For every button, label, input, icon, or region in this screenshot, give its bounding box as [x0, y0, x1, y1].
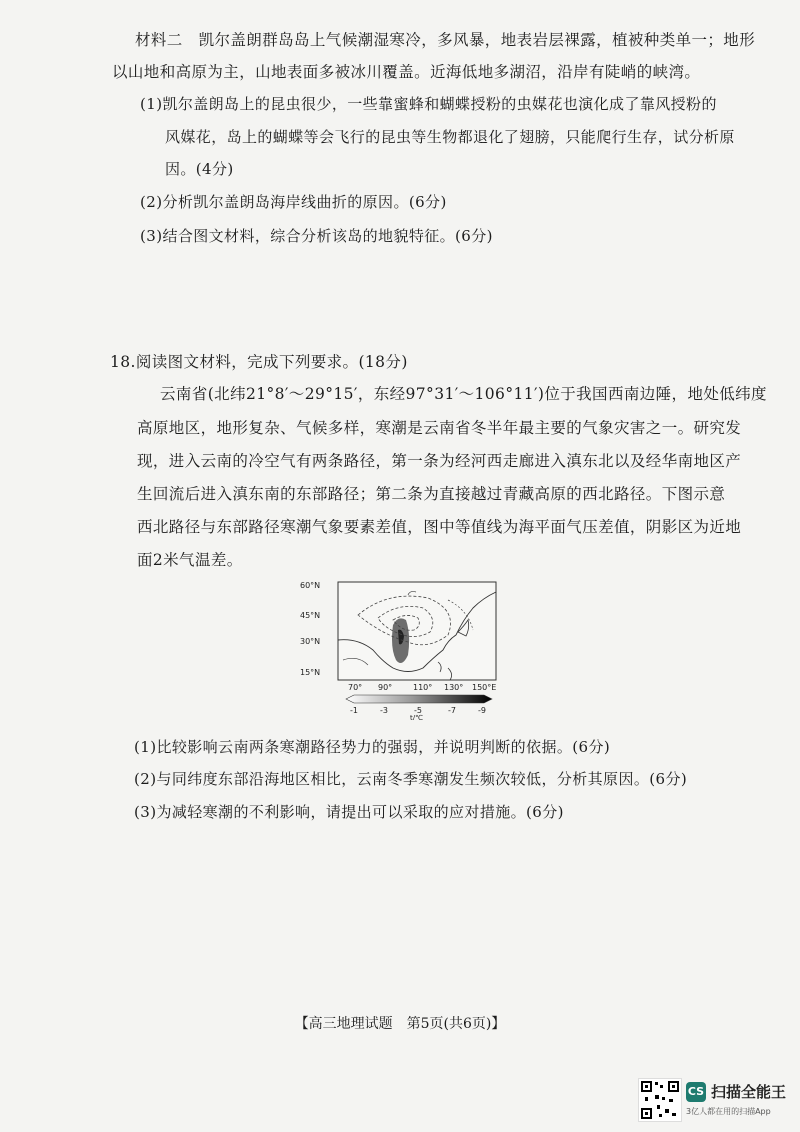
q18-passage-line-4: 生回流后进入滇东南的东部路径；第二条为直接越过青藏高原的西北路径。下图示意 — [137, 485, 726, 503]
lon-label-130: 130° — [444, 683, 464, 692]
camscanner-name: 扫描全能王 — [711, 1083, 787, 1101]
q18-heading: 18.阅读图文材料，完成下列要求。(18分) — [110, 353, 408, 371]
q18-2: (2)与同纬度东部沿海地区相比，云南冬季寒潮发生频次较低，分析其原因。(6分) — [134, 770, 688, 788]
scale-label-5: -5 — [414, 706, 422, 715]
lon-label-150: 150°E — [472, 683, 497, 692]
q17-3: (3)结合图文材料，综合分析该岛的地貌特征。(6分) — [140, 227, 493, 245]
scale-unit: t/℃ — [410, 714, 423, 720]
scale-label-9: -9 — [478, 706, 486, 715]
map-frame — [338, 582, 496, 680]
q17-1-line-1: (1)凯尔盖朗岛上的昆虫很少，一些靠蜜蜂和蝴蝶授粉的虫媒花也演化成了靠风授粉的 — [140, 95, 717, 113]
scale-label-1: -1 — [350, 706, 358, 715]
camscanner-logo: CS — [686, 1082, 706, 1102]
q18-passage-line-2: 高原地区，地形复杂、气候多样，寒潮是云南省冬半年最主要的气象灾害之一。研究发 — [137, 419, 742, 437]
lon-label-70: 70° — [348, 683, 363, 692]
material-2-line-2: 以山地和高原为主，山地表面多被冰川覆盖。近海低地多湖沼，沿岸有陡峭的峡湾。 — [112, 63, 701, 81]
material-2-line-1: 材料二 凯尔盖朗群岛岛上气候潮湿寒冷，多风暴，地表岩层裸露，植被种类单一；地形 — [135, 31, 756, 49]
lat-label-60: 60°N — [300, 581, 321, 590]
lat-label-15: 15°N — [300, 668, 321, 677]
lon-label-90: 90° — [378, 683, 393, 692]
page-footer: 【高三地理试题 第5页(共6页)】 — [294, 1016, 506, 1032]
temperature-scale-bar — [346, 695, 492, 703]
q18-passage-line-1: 云南省(北纬21°8′～29°15′，东经97°31′～106°11′)位于我国西南边陲，地处低纬度 — [160, 385, 767, 403]
lat-label-45: 45°N — [300, 611, 321, 620]
lat-label-30: 30°N — [300, 637, 321, 646]
q18-passage-line-5: 西北路径与东部路径寒潮气象要素差值，图中等值线为海平面气压差值，阴影区为近地 — [137, 518, 742, 536]
scale-label-3: -3 — [380, 706, 388, 715]
camscanner-tagline: 3亿人都在用的扫描App — [686, 1107, 771, 1116]
cold-wave-difference-map — [298, 580, 498, 720]
q17-2: (2)分析凯尔盖朗岛海岸线曲折的原因。(6分) — [140, 193, 447, 211]
q18-passage-line-6: 面2米气温差。 — [137, 551, 243, 569]
q17-1-line-3: 因。(4分) — [165, 160, 234, 178]
q18-1: (1)比较影响云南两条寒潮路径势力的强弱，并说明判断的依据。(6分) — [134, 738, 611, 756]
q17-1-line-2: 风媒花，岛上的蝴蝶等会飞行的昆虫等生物都退化了翅膀，只能爬行生存，试分析原 — [165, 128, 735, 146]
scale-label-7: -7 — [448, 706, 456, 715]
q18-passage-line-3: 现，进入云南的冷空气有两条路径，第一条为经河西走廊进入滇东北以及经华南地区产 — [137, 452, 742, 470]
qr-code — [638, 1078, 682, 1122]
q18-3: (3)为减轻寒潮的不利影响，请提出可以采取的应对措施。(6分) — [134, 803, 564, 821]
lon-label-110: 110° — [413, 683, 433, 692]
